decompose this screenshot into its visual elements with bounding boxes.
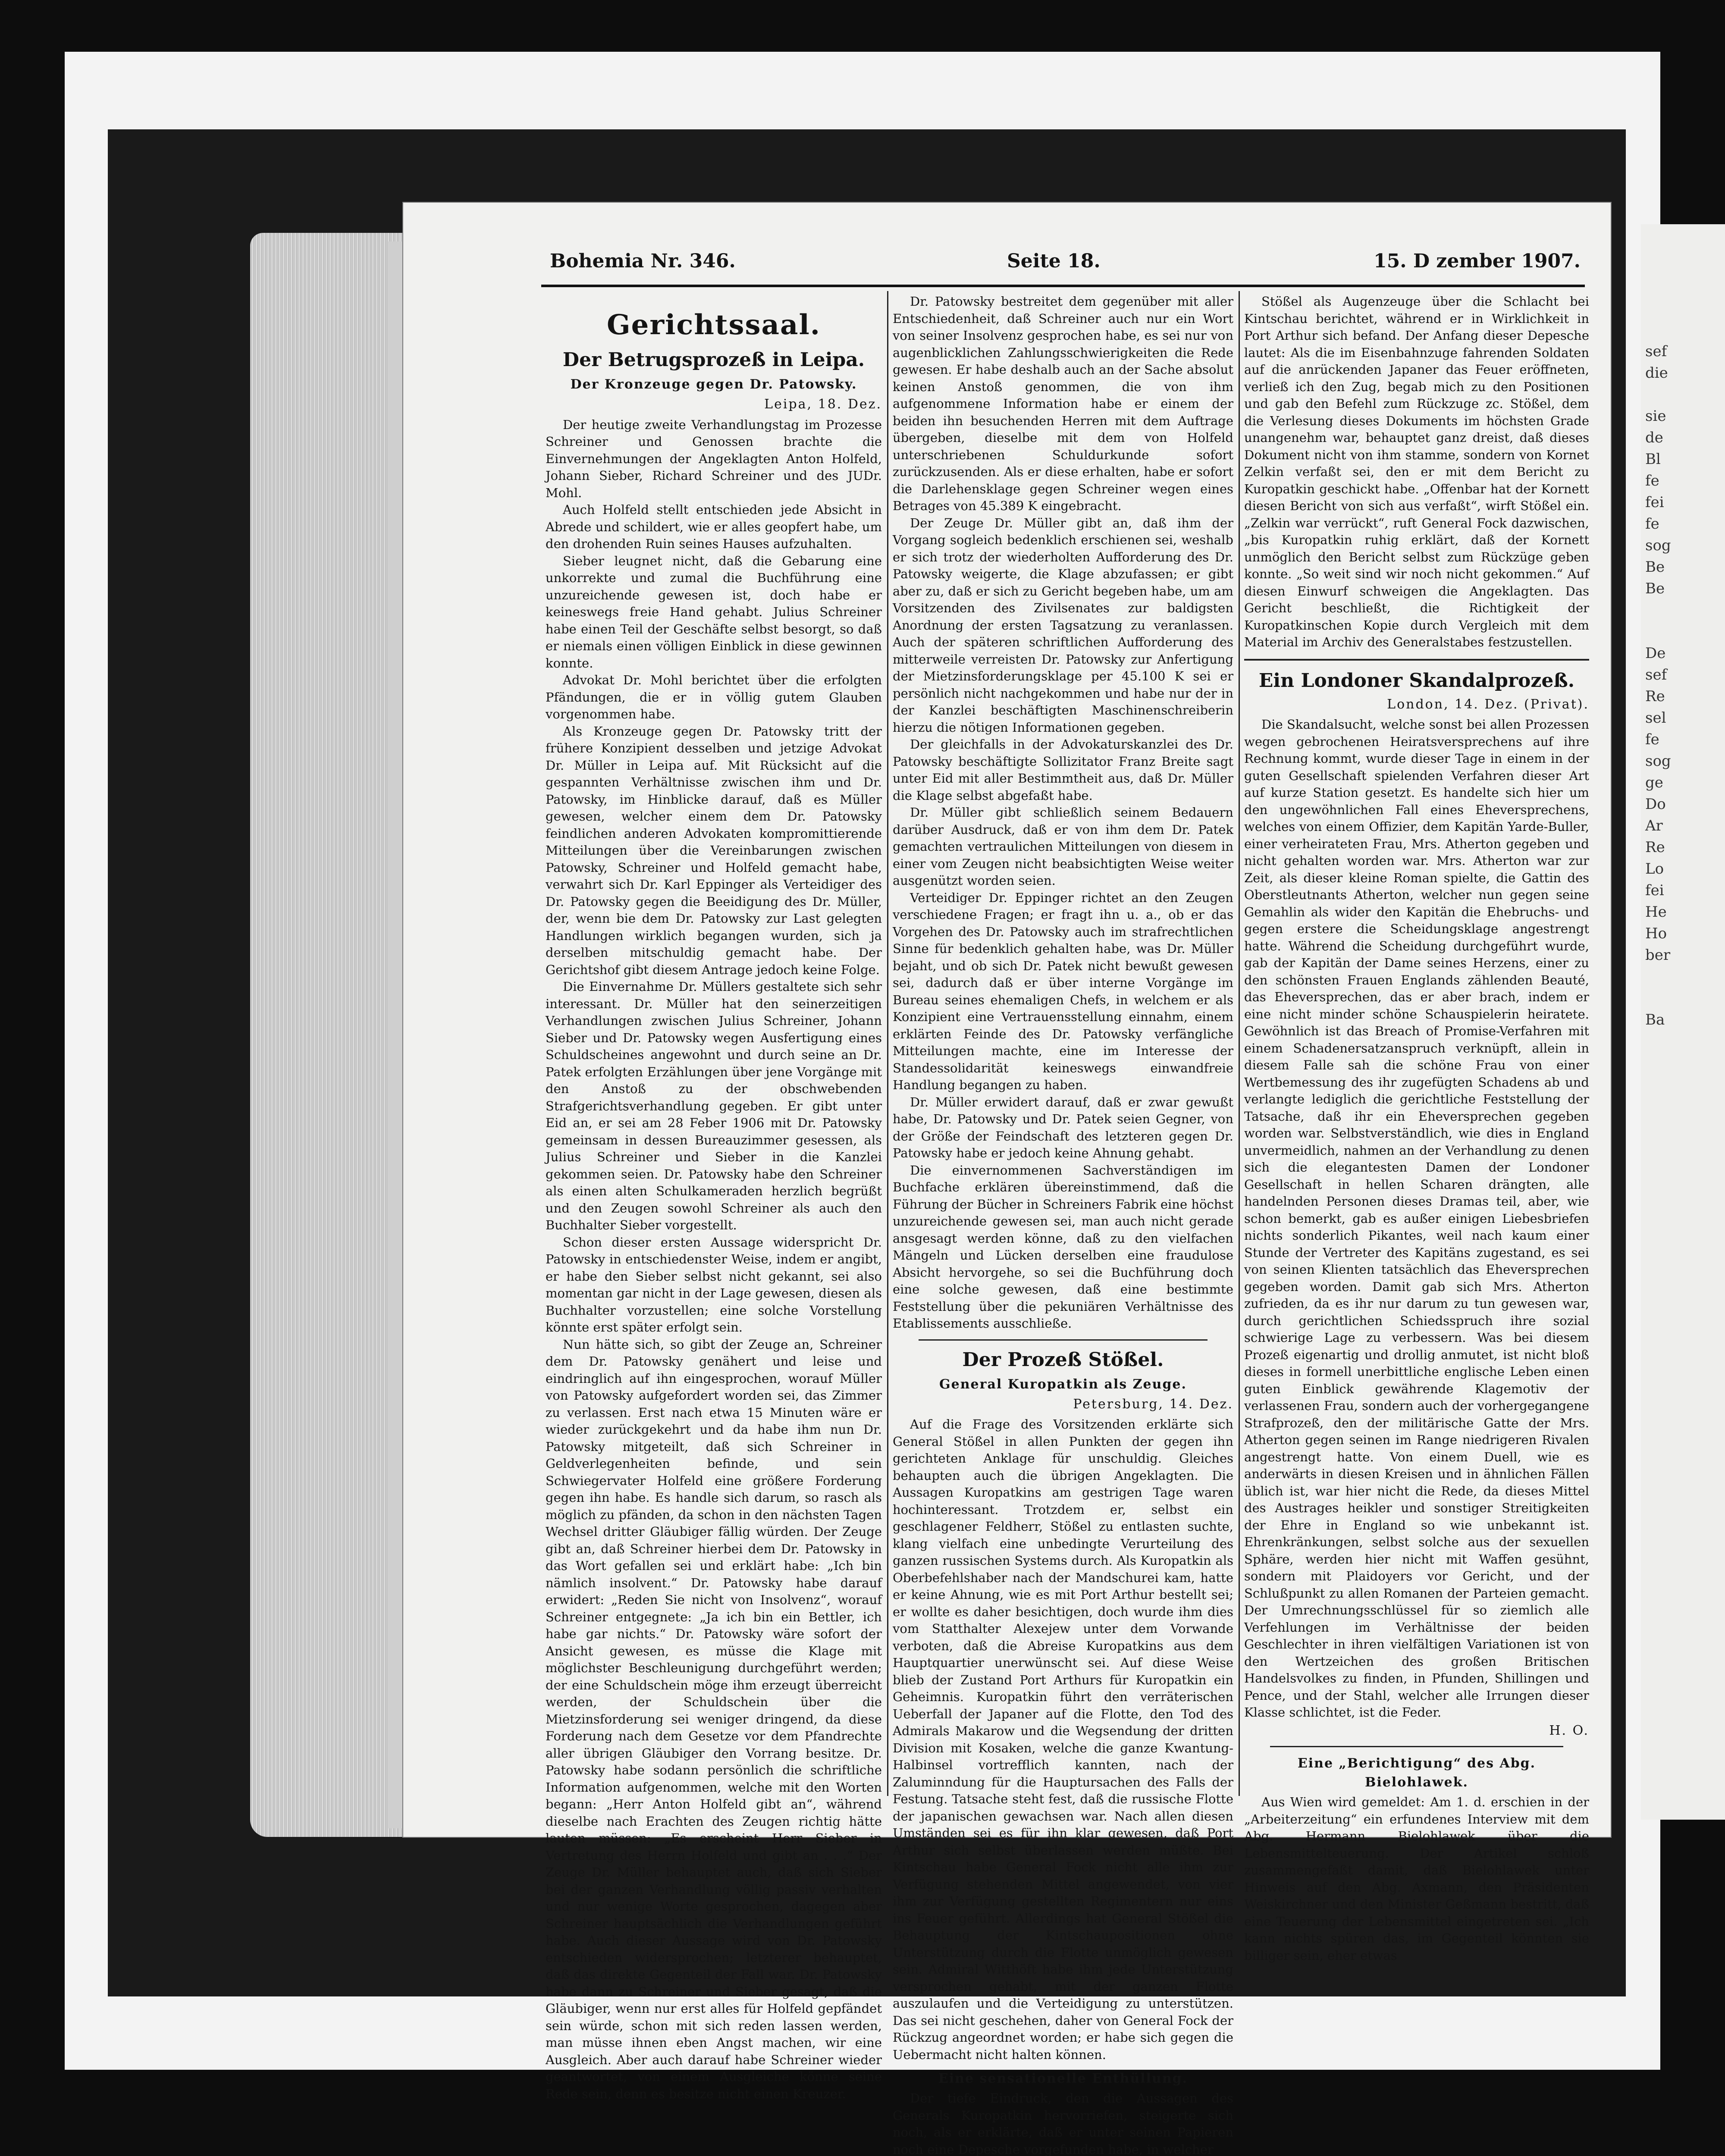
paragraph: Der Zeuge Dr. Müller gibt an, daß ihm der Vorgang sogleich bedenklich erschienen sei, weshalb er sich trotz der wiederholten Aufforderung des Dr. Patowsky weigerte, die Klage abzufassen; er gibt aber zu, daß er sich zu Gericht begeben habe, um am Vorsitzenden des Zivilsenates zur baldigsten Anordnung der ersten Tagsatzung zu veranlassen. Auch der späteren schriftlichen Aufforderung des mitterweile verreisten Dr. Patowsky zur Anfertigung der Mietzinsforderungsklage per 45.100 K sei er persönlich nicht nachgekommen und habe nur der in der Kanzlei beschäftigten Maschinenschreiberin hierzu die nötigen Informationen gegeben. [893,515,1233,735]
article-divider [1244,659,1589,661]
paragraph: Auch Holfeld stellt entschieden jede Absicht in Abrede und schildert, wie er alles geopfert habe, um den drohenden Ruin seines Hauses aufzuhalten. [546,502,882,551]
article-subheading: Eine sensationelle Enthüllung. [938,2071,1188,2086]
author-signature: H. O. [1549,1723,1589,1738]
page-number: Seite 18. [1007,250,1101,272]
article-divider [919,1339,1208,1341]
publication-issue: Bohemia Nr. 346. [550,250,736,272]
article-divider [1270,1746,1563,1747]
article-subtitle: Der Kronzeuge gegen Dr. Patowsky. [570,377,857,392]
paragraph: Auf die Frage des Vorsitzenden erklärte sich General Stößel in allen Punkten der gegen ihn gerichteten Anklage für unschuldig. Gleiches behaupten auch die übrigen Angeklagten. Die Aussagen Kuropatkins am gestrigen Tage waren hochinteressant. Trotzdem er, selbst ein geschlagener Feldherr, Stößel zu entlasten suchte, klang vielfach eine unbedingte Verurteilung des ganzen russischen Systems durch. Als Kuropatkin als Oberbefehlshaber nach der Mandschurei kam, hatte er keine Ahnung, wie es mit Port Arthur bestellt sei; er wollte es daher besichtigen, doch wurde ihm dies vom Statthalter Alexejew unter dem Vorwande verboten, daß die Abreise Kuropatkins aus dem Hauptquartier unerwünscht sei. Auf diese Weise blieb der Zustand Port Arthurs für Kuropatkin ein Geheimnis. Kuropatkin führt den verräterischen Ueberfall der Japaner auf die Flotte, den Tod des Admirals Makarow und die Wegsendung der dritten Division mit Kosaken, welche die ganze Kwantung-Halbinsel vortrefflich kannten, nach der Zaluminndung für die Hauptursachen des Falls der Festung. Tatsache steht fest, daß die russische Flotte der japanischen gewachsen war. Nach allen diesen Umständen sei es für ihn klar gewesen, daß Port Arthur sich selbst überlassen werden müßte. Bei Kintschau habe General Fock nicht alle ihm zur Verfügung stehenden Mittel angewendet, von vier ihm zur Verfügung gestellten Regimentern nur eins ins Feuer geführt. Allerdings hat General Stößel die Behauptung der Kintschaupositionen ohne Unterstützung durch die Flotte unmöglich gewesen sein. Admiral Witthöft habe ihm jede Unterstützung versprochen gehabt, mit der ganzen Flotte auszulaufen und die Verteidigung zu unterstützen. Das sei nicht geschehen, daher von General Fock der Rückzug angeordnet worden; er habe sich gegen die Uebermacht nicht halten können. [893,1417,1233,2062]
header-rule [541,285,1585,287]
column-separator [887,291,888,1796]
adjacent-page-strip [1641,224,1725,1820]
column-1 [546,293,882,2103]
book-page-edges [250,233,410,1837]
newspaper-page [403,203,1611,2156]
paragraph: Advokat Dr. Mohl berichtet über die erfolgten Pfändungen, die er in völlig gutem Glauben vorgenommen habe. [546,673,882,721]
paragraph: Stößel als Augenzeuge über die Schlacht bei Kintschau berichtet, während er in Wirklichkeit in Port Arthur sich befand. Der Anfang dieser Depesche lautet: Als die im Eisenbahnzuge fahrenden Soldaten auf die anrückenden Japaner das Feuer eröffneten, verließ ich den Zug, begab mich zu den Positionen und gab den Befehl zum Rückzuge zc. Stößel, dem die Verlesung dieses Dokuments im höchsten Grade unangenehm war, behauptet ganz dreist, daß dieses Dokument nicht von ihm stamme, sondern von Kornet Zelkin verfaßt sei, den er mit dem Bericht zu Kuropatkin geschickt habe. „Offenbar hat der Kornett diesen Bericht von sich aus verfaßt“, wirft Stößel ein. „Zelkin war verrückt“, ruft General Fock dazwischen, „bis Kuropatkin ruhig erklärt, daß der Kornett unmöglich den Bericht selbst zum Rückzüge geben konnte. „So weit sind wir noch nicht gekommen.“ Auf diesen Einwurf schweigen die Angeklagten. Das Gericht beschließt, die Richtigkeit der Kuropatkinschen Kopie durch Vergleich mit dem Material im Archiv des Generalstabes festzustellen. [1244,294,1589,649]
paragraph: Dr. Patowsky bestreitet dem gegenüber mit aller Entschiedenheit, daß Schreiner auch nur ein Wort von seiner Insolvenz gesprochen habe, es sei nur von augenblicklichen Zahlungsschwierigkeiten die Rede gewesen. Er habe deshalb auch an der Sache absolut keinen Anstoß genommen, die von ihm aufgenommene Information habe er einem der beiden ihn besuchenden Herren mit dem Auftrage übergeben, dieselbe mit dem von Holfeld unterschriebenen Schuldurkunde sofort zurückzusenden. Als er diese erhalten, habe er sofort die Darlehensklage gegen Schreiner wegen eines Betrages von 45.389 K eingebracht. [893,294,1233,513]
column-2 [893,293,1233,2156]
paragraph: Die Skandalsucht, welche sonst bei allen Prozessen wegen gebrochenen Heiratsversprechens auf ihre Rechnung kommt, wurde dieser Tage in einem in der guten Gesellschaft spielenden Verfahren dieser Art auf kurze Station gesetzt. Es handelte sich hier um den ungewöhnlichen Fall eines Eheversprechens, welches von einem Offizier, dem Kapitän Yarde-Buller, einer verheirateten Frau, Mrs. Atherton gegeben und nicht gehalten worden war. Mrs. Atherton war zur Zeit, als dieser kleine Roman spielte, die Gattin des Oberstleutnants Atherton, welcher nun gegen seine Gemahlin als wider den Kapitän die Ehebruchs- und gegen erstere die Scheidungsklage angestrengt hatte. Während die Scheidung durchgeführt wurde, gab der Kapitän der Dame seines Herzens, einer zu den schönsten Frauen Englands zählenden Beauté, das Eheversprechen, das er aber brach, indem er eine nicht minder schöne Schauspielerin heiratete. Gewöhnlich ist das Breach of Promise-Verfahren mit einem Schadenersatzanspruch verknüpft, allein in diesem Falle sah die schöne Frau von einer Wertbemessung des ihr zugefügten Schadens ab und verlangte lediglich die gerichtliche Feststellung der Tatsache, daß ihr ein Eheversprechen gegeben worden war. Selbstverständlich, wie dies in England unvermeidlich, nahmen an der Verhandlung zu denen sich die elegantesten Damen der Londoner Gesellschaft in hellen Scharen drängten, alle handelnden Personen dieses Dramas teil, aber, wie schon bemerkt, gab es außer einigen Liebesbriefen nichts sonderlich Pikantes, weil nach kaum einer Stunde der Vertreter des Kapitäns zugestand, es sei von seinen Klienten tatsächlich das Eheversprechen gegeben worden. Damit gab sich Mrs. Atherton zufrieden, da es ihr nur darum zu tun gewesen war, durch gerichtlichen Schiedsspruch ihre sozial schwierige Lage zu verbessern. Was bei diesem Prozeß eigenartig und drollig anmutet, ist nicht bloß dieses in formell unerbittliche englische Leben einen guten Einblick gewährende Klagemotiv der verlassenen Frau, sondern auch der vorhergegangene Strafprozeß, den der militärische Gatte der Mrs. Atherton gegen seinen im Range niedrigeren Rivalen angestrengt hatte. Von einem Duell, wie es anderwärts in diesen Kreisen und in ähnlichen Fällen üblich ist, war hier nicht die Rede, da dieses Mittel des Austrages heikler und sonstiger Streitigkeiten der Ehre in England so wie unbekannt ist. Ehrenkränkungen, selbst solche aus der sexuellen Sphäre, werden hier nicht mit Waffen gesühnt, sondern mit Plaidoyers vor Gericht, und der Schlußpunkt zu allen Romanen der Parteien gemacht. Der Umrechnungsschlüssel für so ziemlich alle Verfehlungen im Verhältnisse der beiden Geschlechter in ihren vielfältigen Variationen ist von den Wertzeichen des großen Britischen Handelsvolkes zu finden, in Pfunden, Shillingen und Pence, und der Stahl, welcher alle Irrungen dieser Klasse schlichtet, ist die Feder. [1244,717,1589,1720]
article-subheading: Eine „Berichtigung“ des Abg. Bielohlawek. [1297,1756,1536,1790]
paragraph: Der heutige zweite Verhandlungstag im Prozesse Schreiner und Genossen brachte die Einvernehmungen der Angeklagten Anton Holfeld, Johann Sieber, Richard Schreiner und des JUDr. Mohl. [546,417,882,500]
paragraph: Der tiefe Eindruck, den die Aussagen des Generals Kuropatkin hervorriefen, steigerte sich noch, als er erklärte, daß er unter seinen Papieren noch eine Depesche vorgefunden habe, in welcher [893,2091,1233,2156]
dateline: London, 14. Dez. (Privat). [1387,696,1589,712]
article-title: Der Betrugsprozeß in Leipa. [562,349,865,371]
paragraph: Schon dieser ersten Aussage widerspricht Dr. Patowsky in entschiedenster Weise, indem er angibt, er habe den Sieber selbst nicht gekannt, sei also momentan gar nicht in der Lage gewesen, diesen als Buchhalter vorzustellen; eine solche Vorstellung könnte erst später erfolgt sein. [546,1235,882,1335]
dateline: Petersburg, 14. Dez. [1073,1396,1233,1412]
issue-date: 15. D zember 1907. [1374,250,1581,272]
article-subtitle: General Kuropatkin als Zeuge. [939,1376,1187,1392]
column-3 [1244,293,1589,1964]
column-separator [1239,291,1240,1796]
paragraph: Die einvernommenen Sachverständigen im Buchfache erklären übereinstimmend, daß die Führung der Bücher in Schreiners Fabrik eine höchst unzureichende gewesen sei, man auch nicht gerade ansgesagt werden könne, daß zu den vielfachen Mängeln und Lücken derselben eine fraudulose Absicht hervorgehe, so sei die Buchführung doch eine solche gewesen, daß eine bestimmte Feststellung über die pekuniären Verhältnisse des Etablissements ausschließe. [893,1163,1233,1331]
paragraph: Verteidiger Dr. Eppinger richtet an den Zeugen verschiedene Fragen; er fragt ihn u. a., ob er das Vorgehen des Dr. Patowsky auch im strafrechtlichen Sinne für bedenklich gehalten habe, was Dr. Müller bejaht, und ob sich Dr. Patek nicht bewußt gewesen sei, dadurch daß er über interne Vorgänge im Bureau seines ehemaligen Chefs, in welchem er als Konzipient eine Vertrauensstellung einnahm, einem erklärten Feinde des Dr. Patowsky verfängliche Mitteilungen machte, eine im Interesse der Standessolidarität keineswegs einwandfreie Handlung begangen zu haben. [893,890,1233,1092]
article-title: Der Prozeß Stößel. [962,1348,1164,1371]
dateline: Leipa, 18. Dez. [764,397,882,412]
article-title: Ein Londoner Skandalprozeß. [1258,669,1575,692]
paragraph: Nun hätte sich, so gibt der Zeuge an, Schreiner dem Dr. Patowsky genähert und leise und eindringlich auf ihn eingesprochen, worauf Müller von Patowsky aufgefordert worden sei, das Zimmer zu verlassen. Erst nach etwa 15 Minuten wäre er wieder zurückgekehrt und da habe ihm nun Dr. Patowsky mitgeteilt, daß sich Schreiner in Geldverlegenheiten befinde, und sein Schwiegervater Holfeld eine größere Forderung gegen ihn habe. Es handle sich darum, so rasch als möglich zu pfänden, da schon in den nächsten Tagen Wechsel dritter Gläubiger fällig würden. Der Zeuge gibt an, daß Schreiner hierbei dem Dr. Patowsky in das Wort gefallen sei und erklärt habe: „Ich bin nämlich insolvent.“ Dr. Patowsky habe darauf erwidert: „Reden Sie nicht von Insolvenz“, worauf Schreiner entgegnete: „Ja ich bin ein Bettler, ich habe gar nichts.“ Dr. Patowsky wäre sofort der Ansicht gewesen, es müsse die Klage mit möglichster Beschleunigung durchgeführt werden; der eine Schuldschein möge ihm erzeugt überreicht werden, der Schuldschein über die Mietzinsforderung sei weniger dringend, da diese Forderung nach dem Gesetze vor dem Pfandrechte aller übrigen Gläubiger den Vorrang besitze. Dr. Patowsky habe sodann persönlich die schriftliche Information aufgenommen, welche mit den Worten begann: „Herr Anton Holfeld gibt an“, während dieselbe nach Erachten des Zeugen richtig hätte lauten müssen: „Es erscheint Herr Sieber in Vertretung des Herrn Holfeld und gibt an . . .“ Der Zeuge Dr. Müller behauptet auch, daß sich Sieber bei der ganzen Verhandlung völlig passiv verhalten und nur wenige Worte gesprochen, dagegen aber Schreiner hauptsächlich die Verhandlungen geführt habe. Auch dieser Aussage wird von Dr. Patowsky entschieden widersprochen; letzterer behauptet, daß das direkte Gegenteil der Fall war. Dr. Patowsky habe dann zu Schreiner und Sieber gesagt, daß die Gläubiger, wenn nur erst alles für Holfeld gepfändet sein würde, schon mit sich reden lassen werden, man müsse ihnen eben Angst machen, wir eine Ausgleich. Aber auch darauf habe Schreiner wieder geantwortet, von einem Ausgleiche könne seine Rede sein, denn es besitze nicht einen Kreuzer. [546,1337,882,2101]
adjacent-page-text: sef die sie de Bl fe fei fe sog Be Be De sef Re sel fe sog ge Do Ar Re Lo fei He Ho ber Ba [1645,343,1671,1028]
paragraph: Aus Wien wird gemeldet: Am 1. d. erschien in der „Arbeiterzeitung“ ein erfundenes Interview mit dem Abg. Hermann Bielohlawek über die Lebensmittelteuerung. Der Artikel schloß zusammengefaßt damit, daß Bielohlawek unter Hinweis auf den Abg. Axmann, den Präsidenten Weiskirchner und den Minister Geßmann bestritt, daß eine Teuerung der Lebensmittel eingetreten sei. „Ich kann nichts spüren das, im Gegenteil könnten sie billiger sein, eher etwas [1244,1795,1589,1963]
page-header [550,250,1581,276]
paragraph: Als Kronzeuge gegen Dr. Patowsky tritt der frühere Konzipient desselben und jetzige Advokat Dr. Müller in Leipa auf. Mit Rücksicht auf die gespannten Verhältnisse zwischen ihm und Dr. Patowsky, im Hinblicke darauf, daß es Müller gewesen, welcher einem dem Dr. Patowsky feindlichen anderen Advokaten kompromittierende Mitteilungen über die Vereinbarungen zwischen Patowsky, Schreiner und Holfeld gemacht habe, verwahrt sich Dr. Karl Eppinger als Verteidiger des Dr. Patowsky gegen die Beeidigung des Dr. Müller, der, wenn bie dem Dr. Patowsky zur Last gelegten Handlungen wirklich begangen wurden, sich ja derselben mitschuldig gemacht habe. Der Gerichtshof gibt diesem Antrage jedoch keine Folge. [546,724,882,977]
paragraph: Dr. Müller erwidert darauf, daß er zwar gewußt habe, Dr. Patowsky und Dr. Patek seien Gegner, von der Größe der Feindschaft des letzteren gegen Dr. Patowsky habe er jedoch keine Ahnung gehabt. [893,1094,1233,1160]
paragraph: Der gleichfalls in der Advokaturskanzlei des Dr. Patowsky beschäftigte Sollizitator Franz Breite sagt unter Eid mit aller Bestimmtheit aus, daß Dr. Müller die Klage selbst abgefaßt habe. [893,737,1233,803]
paragraph: Sieber leugnet nicht, daß die Gebarung eine unkorrekte und zumal die Buchführung eine unzureichende gewesen ist, doch habe er keineswegs freie Hand gehabt. Julius Schreiner habe einen Teil der Geschäfte selbst besorgt, so daß er niemals einen völligen Einblick in diese gewinnen konnte. [546,553,882,671]
section-title: Gerichtssaal. [606,309,821,341]
paragraph: Dr. Müller gibt schließlich seinem Bedauern darüber Ausdruck, daß er von ihm dem Dr. Patek gemachten vertraulichen Mitteilungen von diesem in einer vom Zeugen nicht beabsichtigten Weise weiter ausgenützt worden seien. [893,805,1233,888]
paragraph: Die Einvernahme Dr. Müllers gestaltete sich sehr interessant. Dr. Müller hat den seinerzeitigen Verhandlungen zwischen Julius Schreiner, Johann Sieber und Dr. Patowsky wegen Ausfertigung eines Schuldscheines angewohnt und durch seine an Dr. Patek erfolgten Erzählungen über jene Vorgänge mit den Anstoß zu der obschwebenden Strafgerichtsverhandlung gegeben. Er gibt unter Eid an, er sei am 28 Feber 1906 mit Dr. Patowsky gemeinsam in dessen Bureauzimmer gesessen, als Julius Schreiner und Sieber in die Kanzlei gekommen seien. Dr. Patowsky habe den Schreiner als einen alten Schulkameraden herzlich begrüßt und den Zeugen sowohl Schreiner als auch den Buchhalter Sieber vorgestellt. [546,979,882,1232]
